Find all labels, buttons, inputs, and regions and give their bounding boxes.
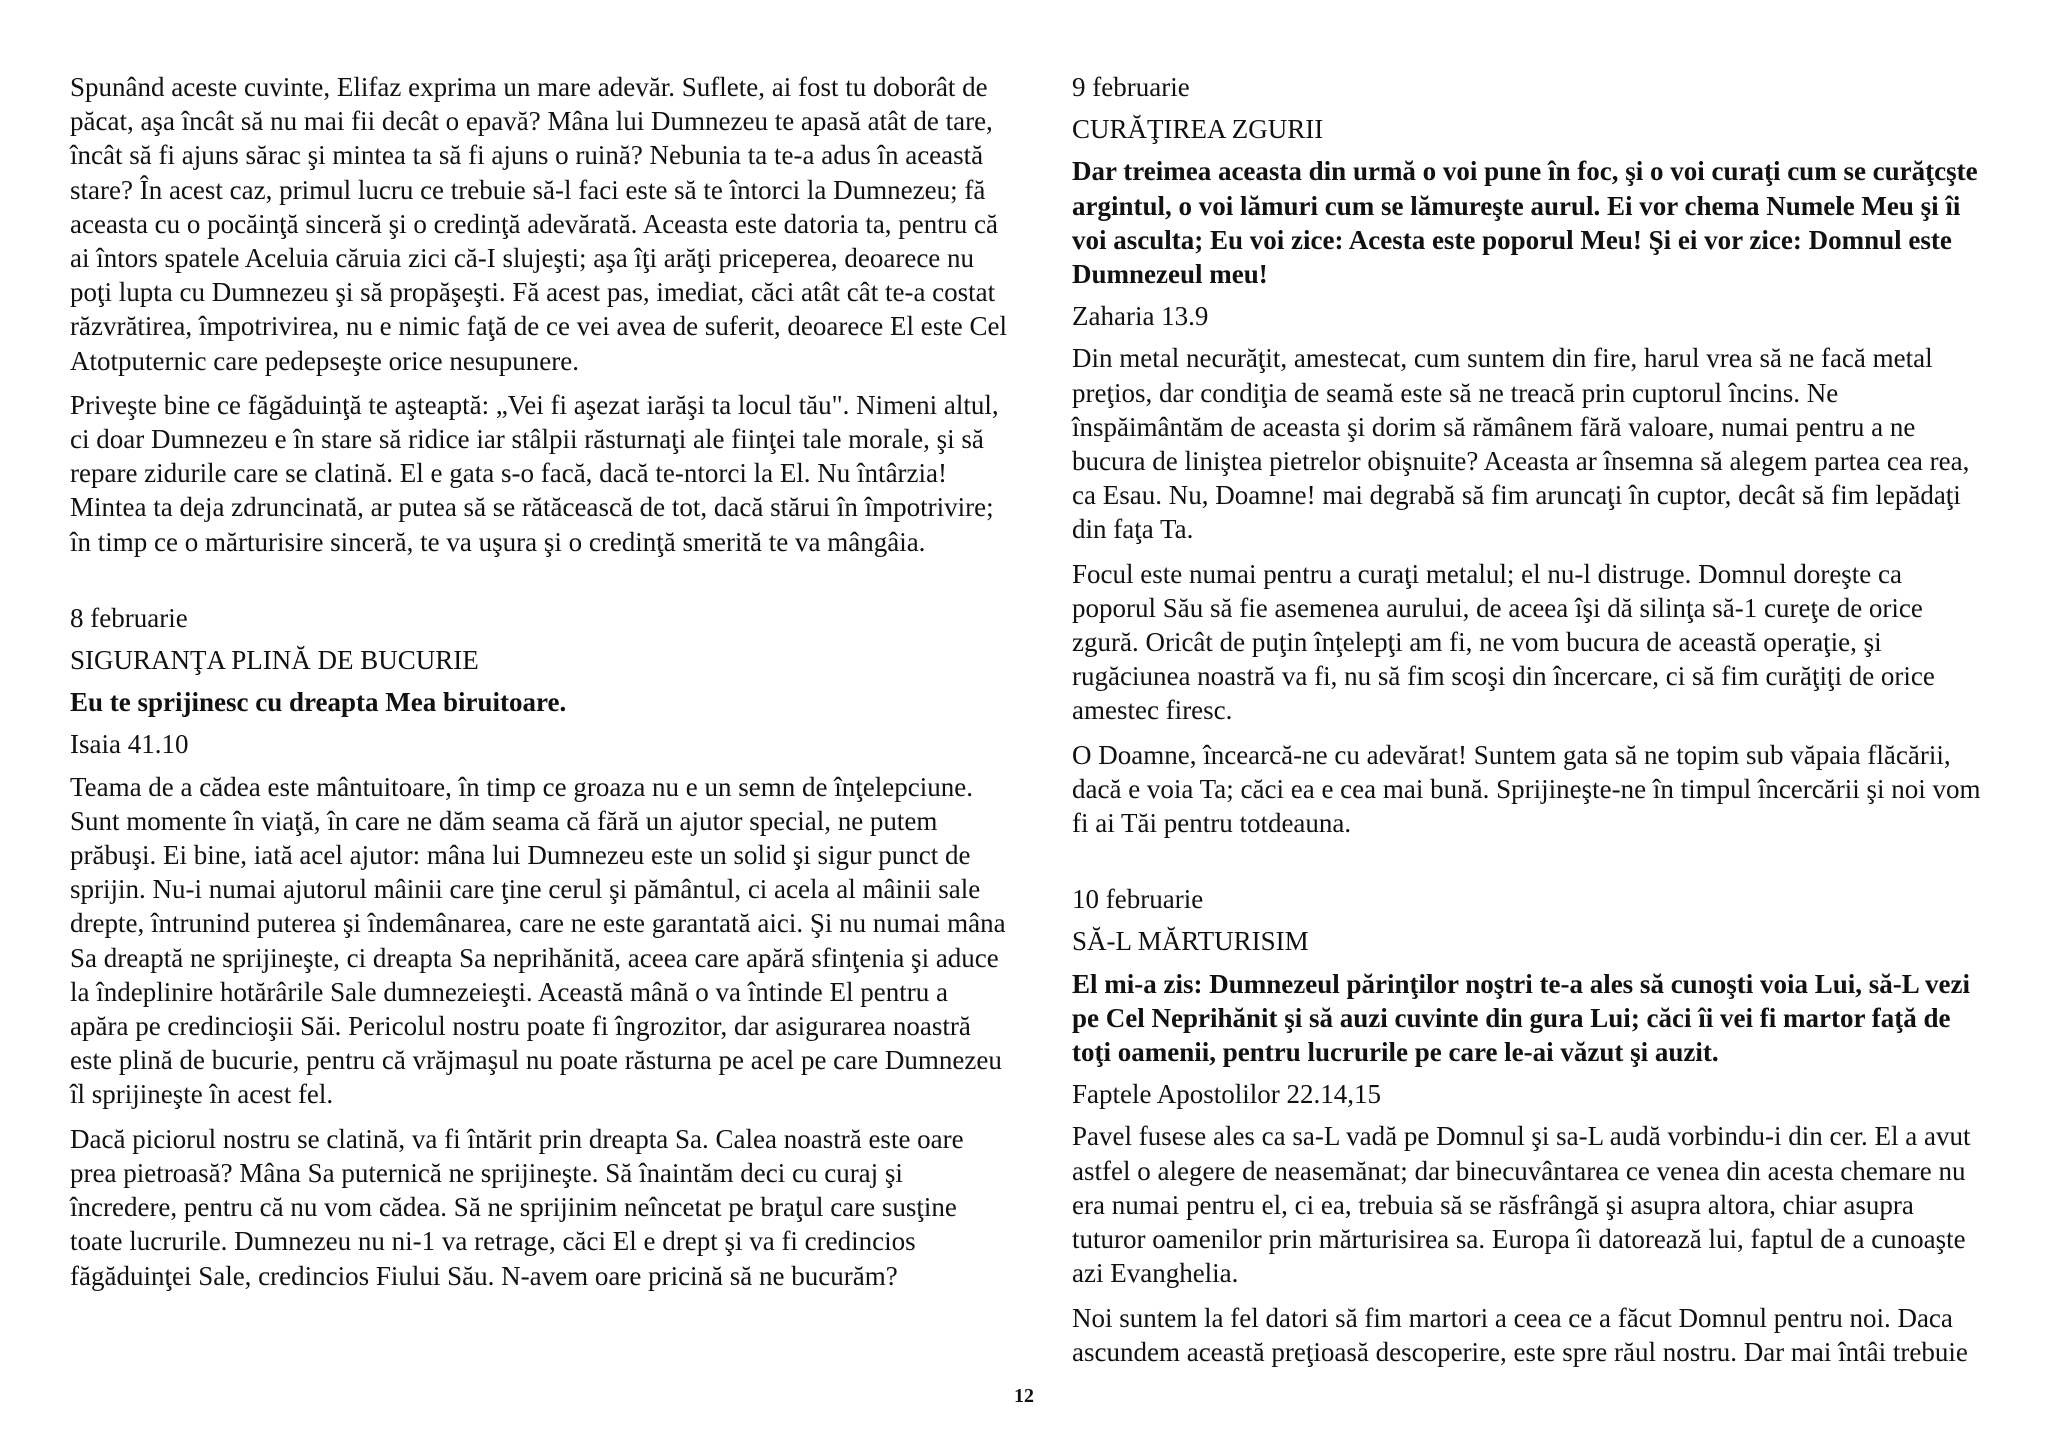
entry-date: 9 februarie — [1072, 72, 1190, 102]
entry-paragraph: Teama de a cădea este mântuitoare, în timp ce groaza nu e un semn de înţelepciune. Sunt momente în viaţă, în care ne dăm seama că fără un ajutor special, ne putem prăbuşi. Ei bine, iată acel ajutor: mâna lui Dumnezeu este un solid şi sigur punct de sprijin. Nu-i numai ajutorul mâinii care ţine cerul şi pământul, ci acela al mâinii sale drepte, întrunind puterea şi îndemânarea, care ne este garantată aici. Şi nu numai mâna Sa dreaptă ne sprijineşte, ci dreapta Sa neprihănită, aceea care apără sfinţenia şi aduce la îndeplinire hotărârile Sale dumnezeieşti. Această mână o va întinde El pentru a apăra pe credincioşii Săi. Pericolul nostru poate fi îngrozitor, dar asigurarea noastră este plină de bucurie, pentru că vrăjmaşul nu poate răsturna pe acel pe care Dumnezeu îl sprijineşte în acest fel. — [70, 771, 1006, 1110]
entry-title: CURĂŢIREA ZGURII — [1072, 114, 1324, 145]
entry-reference: Faptele Apostolilor 22.14,15 — [1072, 1079, 1381, 1110]
right-column — [1072, 70, 1992, 1379]
entry-title: SIGURANŢA PLINĂ DE BUCURIE — [70, 645, 479, 676]
entry-paragraph: O Doamne, încearcă-ne cu adevărat! Suntem gata să ne topim sub văpaia flăcării, dacă e voia Ta; căci ea e cea mai bună. Sprijineşte-ne în timpul încercării şi noi vom fi ai Tăi pentru totdeauna. — [1072, 739, 1981, 839]
entry-verse: El mi-a zis: Dumnezeul părinţilor noştri te-a ales să cunoşti voia Lui, să-L vezi pe Cel Neprihănit şi să auzi cuvinte din gura Lui; căci îi vei fi martor faţă de toţi oamenii, pentru lucrurile pe care le-ai văzut şi auzit. — [1072, 968, 1970, 1068]
continuation-paragraph: Priveşte bine ce făgăduinţă te aşteaptă: „Vei fi aşezat iarăşi ta locul tău". Nimeni altul, ci doar Dumnezeu e în stare să ridice iar stâlpii răsturnaţi ale fiinţei tale morale, şi să repare zidurile care se clatină. El e gata s-o facă, dacă te-ntorci la El. Nu întârzia! Mintea ta deja zdruncinată, ar putea să se rătăcească de tot, dacă stărui în împotrivire; în timp ce o mărturisire sinceră, te va uşura şi o credinţă smerită te va mângâia. — [70, 389, 999, 557]
left-column — [70, 70, 1010, 1303]
entry-paragraph: Pavel fusese ales ca sa-L vadă pe Domnul şi sa-L audă vorbindu-i din cer. El a avut astfel o alegere de neasemănat; dar binecuvântarea ce venea din acesta chemare nu era numai pentru el, ci ea, trebuia să se răsfrângă şi asupra altora, chiar asupra tuturor oamenilor prin mărturisirea sa. Europa îi datorează lui, faptul de a cunoaşte azi Evanghelia. — [1072, 1121, 1971, 1289]
entry-spacer — [70, 569, 1010, 601]
entry-title: SĂ-L MĂRTURISIM — [1072, 926, 1309, 957]
entry-reference: Zaharia 13.9 — [1072, 301, 1209, 332]
entry-date: 8 februarie — [70, 602, 188, 633]
entry-paragraph: Dacă piciorul nostru se clatină, va fi întărit prin dreapta Sa. Calea noastră este oare prea pietroasă? Mâna Sa puternică ne sprijineşte. Să înaintăm deci cu curaj şi încredere, pentru că nu vom cădea. Să ne sprijinim neîncetat pe braţul care susţine toate lucrurile. Dumnezeu nu ni-1 va retrage, căci El e drept şi va fi credincios făgăduinţei Sale, credincios Fiului Său. N-avem oare pricină să ne bucurăm? — [70, 1123, 964, 1291]
devotional-entry-feb-8 — [70, 601, 1010, 1293]
entry-date: 10 februarie — [1072, 884, 1204, 915]
page-number: 12 — [1014, 1385, 1034, 1407]
entry-paragraph: Din metal necurăţit, amestecat, cum suntem din fire, harul vrea să ne facă metal preţios, dar condiţia de seamă este să ne treacă prin cuptorul încins. Ne înspăimântăm de aceasta şi dorim să rămânem fără valoare, numai pentru a ne bucura de liniştea pietrelor obişnuite? Aceasta ar însemna să alegem partea cea rea, ca Esau. Nu, Doamne! mai degrabă să fim aruncaţi în cuptor, decât să fim lepădaţi din faţa Ta. — [1072, 343, 1970, 545]
entry-verse: Dar treimea aceasta din urmă o voi pune în foc, şi o voi curaţi cum se curăţcşte argintul, o voi lămuri cum se lămureşte aurul. Ei vor chema Numele Meu şi îi voi asculta; Eu voi zice: Acesta este poporul Meu! Şi ei vor zice: Domnul este Dumnezeul meu! — [1072, 156, 1978, 290]
devotional-entry-feb-10 — [1072, 882, 1992, 1369]
entry-reference: Isaia 41.10 — [70, 729, 189, 760]
entry-paragraph: Noi suntem la fel datori să fim martori a ceea ce a făcut Domnul pentru noi. Daca ascundem această preţioasă descoperire, este spre răul nostru. Dar mai întâi trebuie — [1072, 1302, 1968, 1367]
entry-paragraph: Focul este numai pentru a curaţi metalul; el nu-l distruge. Domnul doreşte ca poporul Său să fie asemenea aurului, de aceea îşi dă silinţa să-1 cureţe de orice zgură. Oricât de puţin înţelepţi am fi, ne vom bucura de această operaţie, şi rugăciunea noastră va fi, nu să fim scoşi din încercare, ci să fim curăţiţi de orice amestec firesc. — [1072, 558, 1935, 726]
entry-verse: Eu te sprijinesc cu dreapta Mea biruitoare. — [70, 687, 567, 718]
entry-spacer — [1072, 850, 1992, 882]
devotional-entry-feb-9 — [1072, 70, 1992, 840]
continuation-paragraph: Spunând aceste cuvinte, Elifaz exprima un mare adevăr. Suflete, ai fost tu doborât de păcat, aşa încât să nu mai fii decât o epavă? Mâna lui Dumnezeu te apasă atât de tare, încât să fi ajuns sărac şi mintea ta să fi ajuns o ruină? Nebunia ta te-a adus în această stare? În acest caz, primul lucru ce trebuie să-l faci este să te întorci la Dumnezeu; fă aceasta cu o pocăinţă sinceră şi o credinţă adevărată. Aceasta este datoria ta, pentru că ai întors spatele Aceluia căruia zici că-I slujeşti; aşa îţi arăţi priceperea, deoarece nu poţi lupta cu Dumnezeu şi să propăşeşti. Fă acest pas, imediat, căci atât cât te-a costat răzvrătirea, împotrivirea, nu e nimic faţă de ce vei avea de suferit, deoarece El este Cel Atotputernic care pedepseşte orice nesupunere. — [70, 72, 1008, 376]
